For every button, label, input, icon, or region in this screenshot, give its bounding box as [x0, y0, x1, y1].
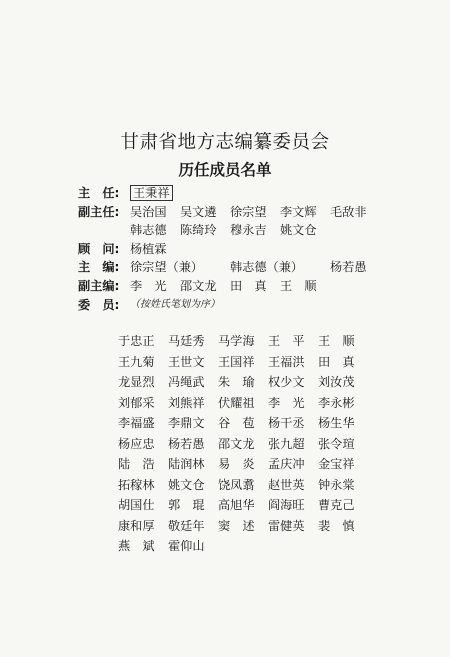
member-name: 王世文	[168, 354, 205, 369]
member-name: 王福洪	[268, 354, 305, 369]
member-name: 刘汝茂	[318, 375, 355, 389]
member-row	[118, 352, 418, 373]
member-name: 钟永棠	[318, 477, 355, 492]
person-name: 徐宗望	[230, 204, 267, 219]
member-row	[118, 434, 418, 455]
role-names	[130, 184, 438, 203]
member-name: 敬廷年	[168, 518, 205, 533]
role-label: 委 员:	[78, 297, 120, 312]
member-row	[118, 536, 418, 557]
member-name: 李鼎文	[168, 416, 205, 430]
name-line	[130, 240, 438, 259]
member-name: 高旭华	[218, 498, 255, 512]
person-name	[130, 184, 180, 203]
person-name: 杨植霖	[130, 241, 167, 256]
member-name: 拓稼林	[118, 477, 155, 492]
role-row	[78, 277, 438, 296]
member-name: 杨生华	[318, 416, 355, 430]
member-name: 于忠正	[118, 334, 155, 348]
member-name: 李福盛	[118, 416, 155, 430]
role-row	[78, 258, 438, 277]
member-name: 李永彬	[318, 395, 355, 410]
name-line	[130, 221, 438, 240]
role-label: 副主编:	[78, 278, 120, 293]
member-name: 饶凤翥	[218, 477, 255, 492]
member-name: 杨若愚	[168, 436, 205, 451]
member-name: 朱 瑜	[218, 375, 255, 389]
member-name: 田 真	[318, 354, 355, 369]
role-row	[78, 240, 438, 259]
member-name: 王 顺	[318, 334, 355, 348]
role-label: 主 任:	[78, 186, 120, 200]
members-grid	[118, 331, 418, 557]
member-row	[118, 454, 418, 475]
name-line	[130, 184, 438, 203]
person-name: 李文辉	[280, 204, 317, 219]
member-name: 胡国仕	[118, 498, 155, 512]
person-name: 毛敌非	[330, 204, 367, 219]
member-name: 易 炎	[218, 457, 255, 471]
person-name: 穆永吉	[230, 223, 267, 238]
member-name: 伏耀祖	[218, 395, 255, 410]
role-names	[130, 277, 438, 296]
member-name: 郭 琨	[168, 498, 205, 512]
members-header	[78, 296, 438, 315]
member-name: 赵世英	[268, 477, 305, 492]
member-row	[118, 331, 418, 352]
member-name: 燕 斌	[118, 539, 155, 553]
member-name: 康和厚	[118, 518, 155, 533]
member-name: 杨应忠	[118, 436, 155, 451]
name-line	[130, 203, 438, 222]
member-row	[118, 393, 418, 414]
person-name: 田 真	[230, 278, 267, 293]
member-name: 裴 慎	[318, 518, 355, 533]
member-name: 霍仰山	[168, 539, 205, 553]
ordering-note: （按姓氏笔划为序）	[130, 298, 220, 310]
role-names	[130, 258, 438, 277]
member-name: 雷健英	[268, 518, 305, 533]
person-name: 韩志德（兼）	[230, 260, 304, 275]
person-name-text: 王秉祥	[130, 185, 173, 201]
member-name: 谷 苞	[218, 416, 255, 430]
role-label: 顾 问:	[78, 241, 120, 256]
member-name: 陆润林	[168, 457, 205, 471]
member-name: 冯绳武	[168, 375, 205, 389]
member-name: 刘熊祥	[168, 395, 205, 410]
member-name: 李 光	[268, 395, 305, 410]
member-name: 陆 浩	[118, 457, 155, 471]
name-line	[130, 277, 438, 296]
page-subtitle: 历任成员名单	[178, 161, 272, 179]
member-name: 张九超	[268, 436, 305, 451]
member-name: 曹克己	[318, 498, 355, 512]
member-name: 王国祥	[218, 354, 255, 369]
person-name: 姚文仓	[280, 223, 317, 238]
person-name: 陈绮玲	[180, 223, 217, 238]
person-name: 吴治国	[130, 204, 167, 219]
member-name: 王 平	[268, 334, 305, 348]
member-name: 马学海	[218, 334, 255, 348]
member-name: 刘郁采	[118, 395, 155, 410]
member-name: 杨干丞	[268, 416, 305, 430]
role-names	[130, 240, 438, 259]
member-name: 龙显烈	[118, 375, 155, 389]
person-name: 王 顺	[280, 278, 317, 293]
member-name: 阎海旺	[268, 498, 305, 512]
member-name: 窦 述	[218, 518, 255, 533]
member-row	[118, 495, 418, 516]
name-line	[130, 258, 438, 277]
role-row	[78, 203, 438, 240]
member-name: 金宝祥	[318, 457, 355, 471]
role-names	[130, 203, 438, 240]
member-name: 姚文仓	[168, 477, 205, 492]
role-label: 副主任:	[78, 204, 120, 219]
person-name: 徐宗望（兼）	[130, 260, 204, 275]
member-name: 王九菊	[118, 354, 155, 369]
member-row	[118, 372, 418, 393]
member-name: 马廷秀	[168, 334, 205, 348]
roster	[78, 184, 438, 314]
member-row	[118, 516, 418, 537]
person-name: 杨若愚	[330, 260, 367, 275]
person-name: 邵文龙	[180, 278, 217, 293]
member-row	[118, 475, 418, 496]
role-label: 主 编:	[78, 260, 120, 275]
person-name: 李 光	[130, 278, 167, 293]
role-row	[78, 184, 438, 203]
member-name: 张令瑄	[318, 436, 355, 451]
member-row	[118, 413, 418, 434]
page-title: 甘肃省地方志编纂委员会	[120, 132, 330, 153]
person-name: 韩志德	[130, 223, 167, 238]
person-name: 吴文遴	[180, 204, 217, 219]
member-name: 孟庆冲	[268, 457, 305, 471]
member-name: 权少文	[268, 375, 305, 389]
member-name: 邵文龙	[218, 436, 255, 451]
